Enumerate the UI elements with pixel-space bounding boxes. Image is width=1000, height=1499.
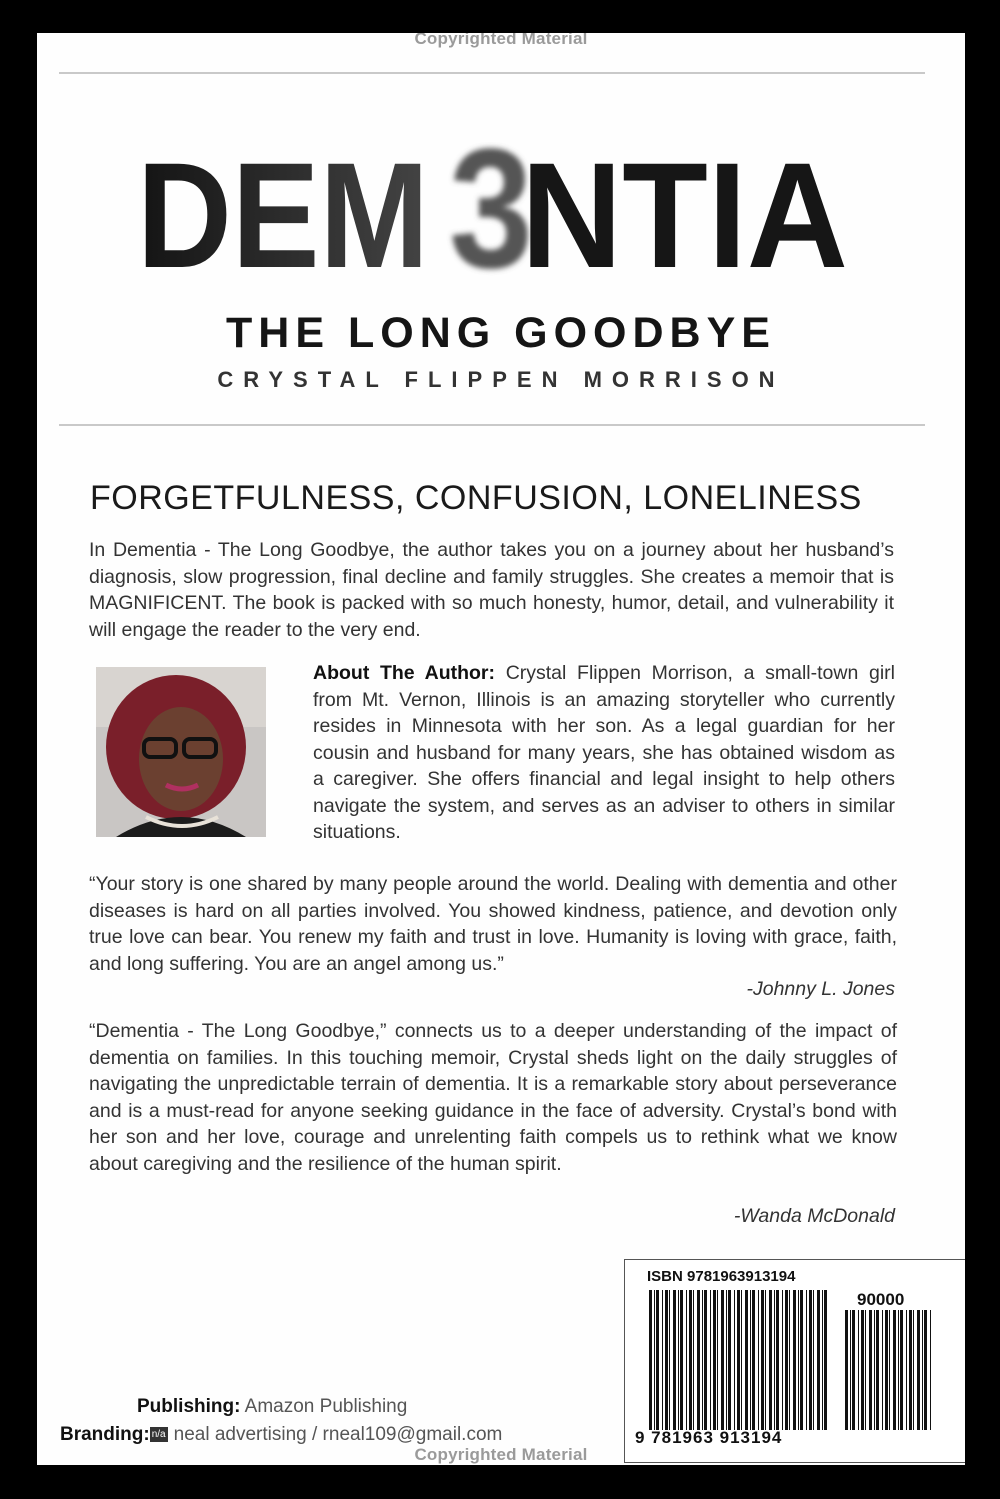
barcode-bar <box>917 1310 920 1430</box>
barcode-bar <box>785 1290 788 1430</box>
barcode-bar <box>750 1290 751 1430</box>
barcode-bar <box>665 1290 668 1430</box>
barcode-bar <box>806 1290 807 1430</box>
barcode-bar <box>728 1290 731 1430</box>
barcode-bar <box>824 1290 827 1430</box>
branding-credit <box>60 1424 502 1446</box>
barcode-bar <box>721 1290 724 1430</box>
barcode-bar <box>789 1290 790 1430</box>
barcode-bar <box>858 1310 859 1430</box>
barcode-bar <box>758 1290 759 1430</box>
barcode-bar <box>874 1310 875 1430</box>
barcode-bar <box>737 1290 740 1430</box>
barcode-bar <box>922 1310 923 1430</box>
barcode-bar <box>680 1290 683 1430</box>
about-label: About The Author: <box>313 662 496 684</box>
barcode-bar <box>817 1290 820 1430</box>
barcode-bar <box>885 1310 888 1430</box>
barcode-bar <box>689 1290 692 1430</box>
watermark-top: Copyrighted Material <box>414 33 588 48</box>
barcode-bar <box>761 1290 764 1430</box>
barcode-bar <box>745 1290 748 1430</box>
barcode-bar <box>882 1310 883 1430</box>
barcode-bar <box>713 1290 716 1430</box>
watermark-bottom: Copyrighted Material <box>414 1445 588 1464</box>
barcode-bar <box>774 1290 775 1430</box>
barcode-bar <box>776 1290 779 1430</box>
publishing-credit <box>137 1396 407 1418</box>
isbn-digits: 9 781963 913194 <box>635 1428 783 1447</box>
title-part2: NTIA <box>521 131 848 279</box>
title-mid: 3 <box>449 129 533 279</box>
about-text: Crystal Flippen Morrison, a small-town girl from Mt. Vernon, Illinois is an amazing storyteller who currently resides in Minnesota with her son. As a legal guardian for her cousin and husband for many years, she has obtained wisdom as a caregiver. She offers financial and legal insight to help others navigate the system, and serves as an adviser to others in similar situations. <box>313 662 896 843</box>
barcode-bar <box>649 1290 652 1430</box>
barcode-bar <box>765 1290 766 1430</box>
barcode-bar <box>793 1290 796 1430</box>
barcode-bar <box>813 1290 814 1430</box>
barcode-bar <box>913 1310 914 1430</box>
barcode-bar <box>889 1310 890 1430</box>
barcode-bar <box>678 1290 679 1430</box>
brand-logo-icon: n/a <box>151 1429 166 1440</box>
author-photo-image <box>96 667 266 837</box>
barcode-bar <box>798 1290 799 1430</box>
barcode-bar <box>662 1290 663 1430</box>
barcode-box <box>624 1259 965 1463</box>
barcode-bar <box>800 1290 803 1430</box>
barcode-bar <box>893 1310 896 1430</box>
intro-paragraph: In Dementia - The Long Goodbye, the author takes you on a journey about her husband’s diagnosis, slow progression, final decline and family struggles. She creates a memoir that is MAGNIFICENT. The book is packed with so much honesty, humor, detail, and vulnerability it will engage the reader to the very end. <box>89 539 894 641</box>
barcode-bar <box>726 1290 727 1430</box>
barcode-bar <box>845 1310 848 1430</box>
barcode-bar <box>656 1290 659 1430</box>
barcode-bar <box>850 1310 851 1430</box>
subtitle: THE LONG GOODBYE <box>226 309 776 357</box>
barcode-bar <box>697 1290 700 1430</box>
publishing-value: Amazon Publishing <box>240 1396 408 1417</box>
book-title <box>37 129 965 279</box>
barcode-bar <box>809 1290 812 1430</box>
mid-divider <box>59 424 925 426</box>
barcode-bar <box>906 1310 907 1430</box>
barcode-bar <box>869 1310 872 1430</box>
barcode-bars <box>649 1290 831 1430</box>
testimonial-2-attribution: -Wanda McDonald <box>733 1205 895 1227</box>
testimonial-1-attribution: -Johnny L. Jones <box>746 978 895 1000</box>
barcode-bar <box>673 1290 676 1430</box>
barcode-bar <box>861 1310 864 1430</box>
testimonial-2: “Dementia - The Long Goodbye,” connects us to a deeper understanding of the impact of dementia on families. In this touching memoir, Crystal sheds light on the daily struggles of navigating the unpredictable terrain of dementia. It is a remarkable story about perseverance and is a must-read for anyone seeking guidance in the face of adversity. Crystal’s bond with her son and her love, courage and unrelenting faith compels us to rethink what we know about caregiving and the resilience of the human spirit. <box>89 1020 897 1175</box>
barcode-bar <box>865 1310 866 1430</box>
barcode-bar <box>702 1290 703 1430</box>
barcode-bar <box>782 1290 783 1430</box>
barcode-bar <box>654 1290 655 1430</box>
branding-label: Branding: <box>60 1424 150 1445</box>
title-part1: DEM <box>137 131 429 279</box>
barcode-bar <box>669 1290 670 1430</box>
publishing-label: Publishing: <box>137 1396 241 1417</box>
barcode-bar <box>704 1290 707 1430</box>
barcode-bar <box>693 1290 694 1430</box>
barcode-bar <box>876 1310 879 1430</box>
barcode-bar <box>752 1290 755 1430</box>
barcode-bar <box>710 1290 711 1430</box>
branding-value: neal advertising / rneal109@gmail.com <box>173 1424 503 1445</box>
barcode-bar <box>924 1310 927 1430</box>
barcode-bar <box>900 1310 903 1430</box>
barcode-bar <box>741 1290 742 1430</box>
price-code: 90000 <box>857 1290 905 1309</box>
barcode-bar <box>930 1310 931 1430</box>
back-cover <box>37 33 965 1465</box>
barcode-addon-bars <box>845 1310 935 1430</box>
barcode-bar <box>898 1310 899 1430</box>
barcode-bar <box>909 1310 912 1430</box>
barcode-bar <box>686 1290 687 1430</box>
barcode-bar <box>822 1290 823 1430</box>
barcode-bar <box>852 1310 855 1430</box>
barcode-bar <box>734 1290 735 1430</box>
isbn-label: ISBN 9781963913194 <box>647 1268 796 1285</box>
about-author <box>313 660 895 846</box>
section-heading: FORGETFULNESS, CONFUSION, LONELINESS <box>90 479 862 517</box>
testimonial-1: “Your story is one shared by many people around the world. Dealing with dementia and other diseases is hard on all parties involved. You showed kindness, patience, and devotion only true love can bear. You renew my faith and trust in love. Humanity is loving with grace, faith, and long suffering. You are an angel among us.” <box>89 873 897 975</box>
top-divider <box>59 72 925 74</box>
barcode-bar <box>769 1290 772 1430</box>
barcode-bar <box>717 1290 718 1430</box>
author-photo <box>96 667 266 837</box>
author-name: CRYSTAL FLIPPEN MORRISON <box>217 367 785 392</box>
title-svg <box>37 129 965 279</box>
